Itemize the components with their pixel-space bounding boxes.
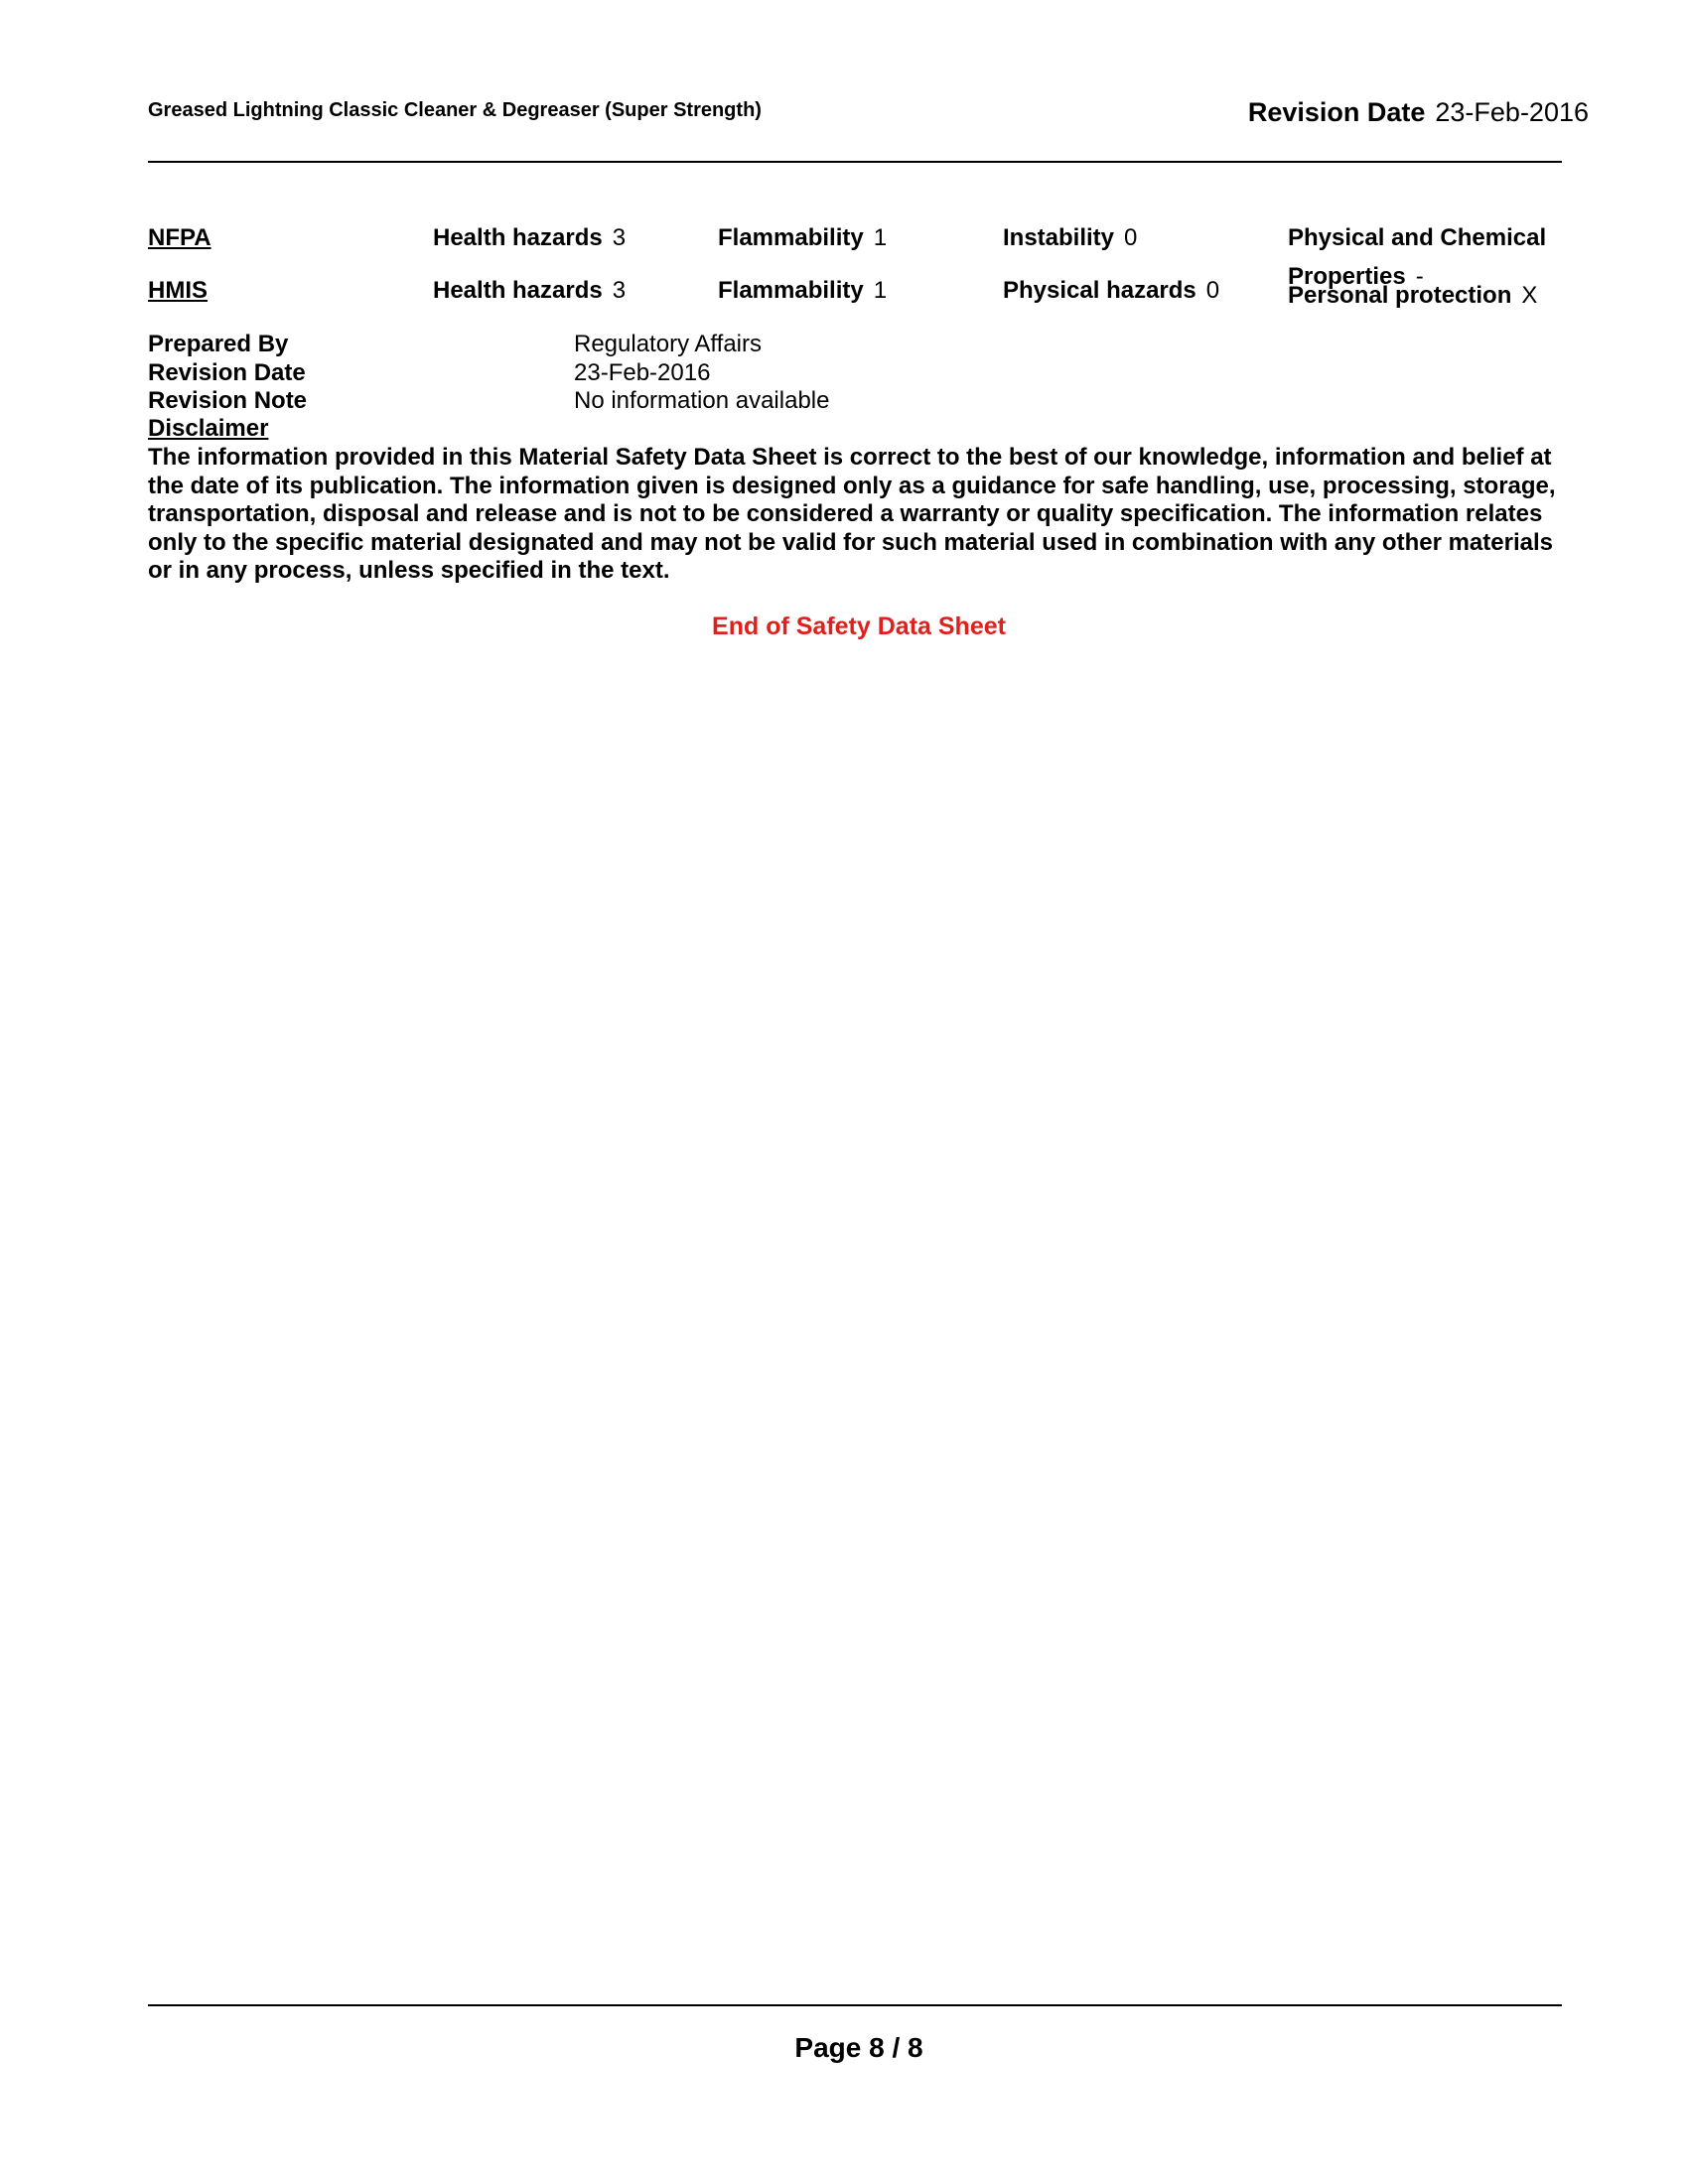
- hmis-health-value: 3: [612, 277, 627, 304]
- nfpa-flammability-value: 1: [873, 224, 888, 251]
- nfpa-physchem-value: -: [1415, 263, 1424, 290]
- footer-divider: [148, 2004, 1562, 2006]
- hmis-flammability-label: Flammability: [718, 277, 864, 304]
- nfpa-health-label: Health hazards: [433, 224, 603, 251]
- header-divider: [148, 161, 1562, 163]
- hmis-flammability: [718, 276, 887, 306]
- header-revision-date: 23-Feb-2016: [1435, 97, 1589, 127]
- nfpa-physchem-label: Physical and Chemical Properties: [1288, 224, 1547, 290]
- hmis-rating-row: [148, 276, 1588, 316]
- hmis-physical-label: Physical hazards: [1003, 277, 1196, 304]
- revision-note-label: Revision Note: [148, 387, 308, 414]
- disclaimer-heading: Disclaimer: [148, 415, 269, 442]
- nfpa-flammability: [718, 218, 887, 257]
- hmis-physical-value: 0: [1205, 277, 1220, 304]
- nfpa-label: NFPA: [148, 224, 211, 251]
- page-number: Page 8 / 8: [794, 2032, 923, 2063]
- prepared-by-value: Regulatory Affairs: [574, 331, 762, 357]
- nfpa-flammability-label: Flammability: [718, 224, 864, 251]
- header-revision: [1248, 97, 1589, 128]
- revision-date-value: 23-Feb-2016: [574, 358, 711, 386]
- disclaimer-text: The information provided in this Material Safety Data Sheet is correct to the best of our knowledge, information and belief at the date of its publication. The information given is designed only as a guidance for safe handling, use, processing, storage, transportation, disposal and release and is not to be considered a warranty or quality specification. The information relates only to the specific material designated and may not be valid for such material used in combination with any other materials or in any process, unless specified in the text.: [148, 444, 1556, 584]
- hmis-health: [433, 276, 626, 306]
- hmis-protection-label: Personal protection: [1288, 282, 1512, 309]
- end-of-sheet-note: End of Safety Data Sheet: [712, 613, 1006, 640]
- product-name: Greased Lightning Classic Cleaner & Degreaser (Super Strength): [148, 99, 762, 121]
- prepared-by-label: Prepared By: [148, 331, 289, 357]
- hmis-physical: [1003, 276, 1219, 306]
- header-revision-label: Revision Date: [1247, 97, 1426, 127]
- hmis-protection-value: X: [1521, 282, 1538, 309]
- nfpa-instability-value: 0: [1124, 224, 1138, 251]
- revision-date-label: Revision Date: [148, 358, 306, 386]
- hmis-label: HMIS: [148, 277, 208, 304]
- nfpa-health-value: 3: [612, 224, 627, 251]
- nfpa-instability: [1003, 218, 1137, 257]
- nfpa-health: [433, 218, 626, 257]
- hmis-health-label: Health hazards: [433, 277, 603, 304]
- hmis-flammability-value: 1: [873, 277, 888, 304]
- hmis-protection: [1288, 276, 1586, 315]
- revision-note-value: No information available: [574, 387, 830, 414]
- nfpa-instability-label: Instability: [1003, 224, 1115, 251]
